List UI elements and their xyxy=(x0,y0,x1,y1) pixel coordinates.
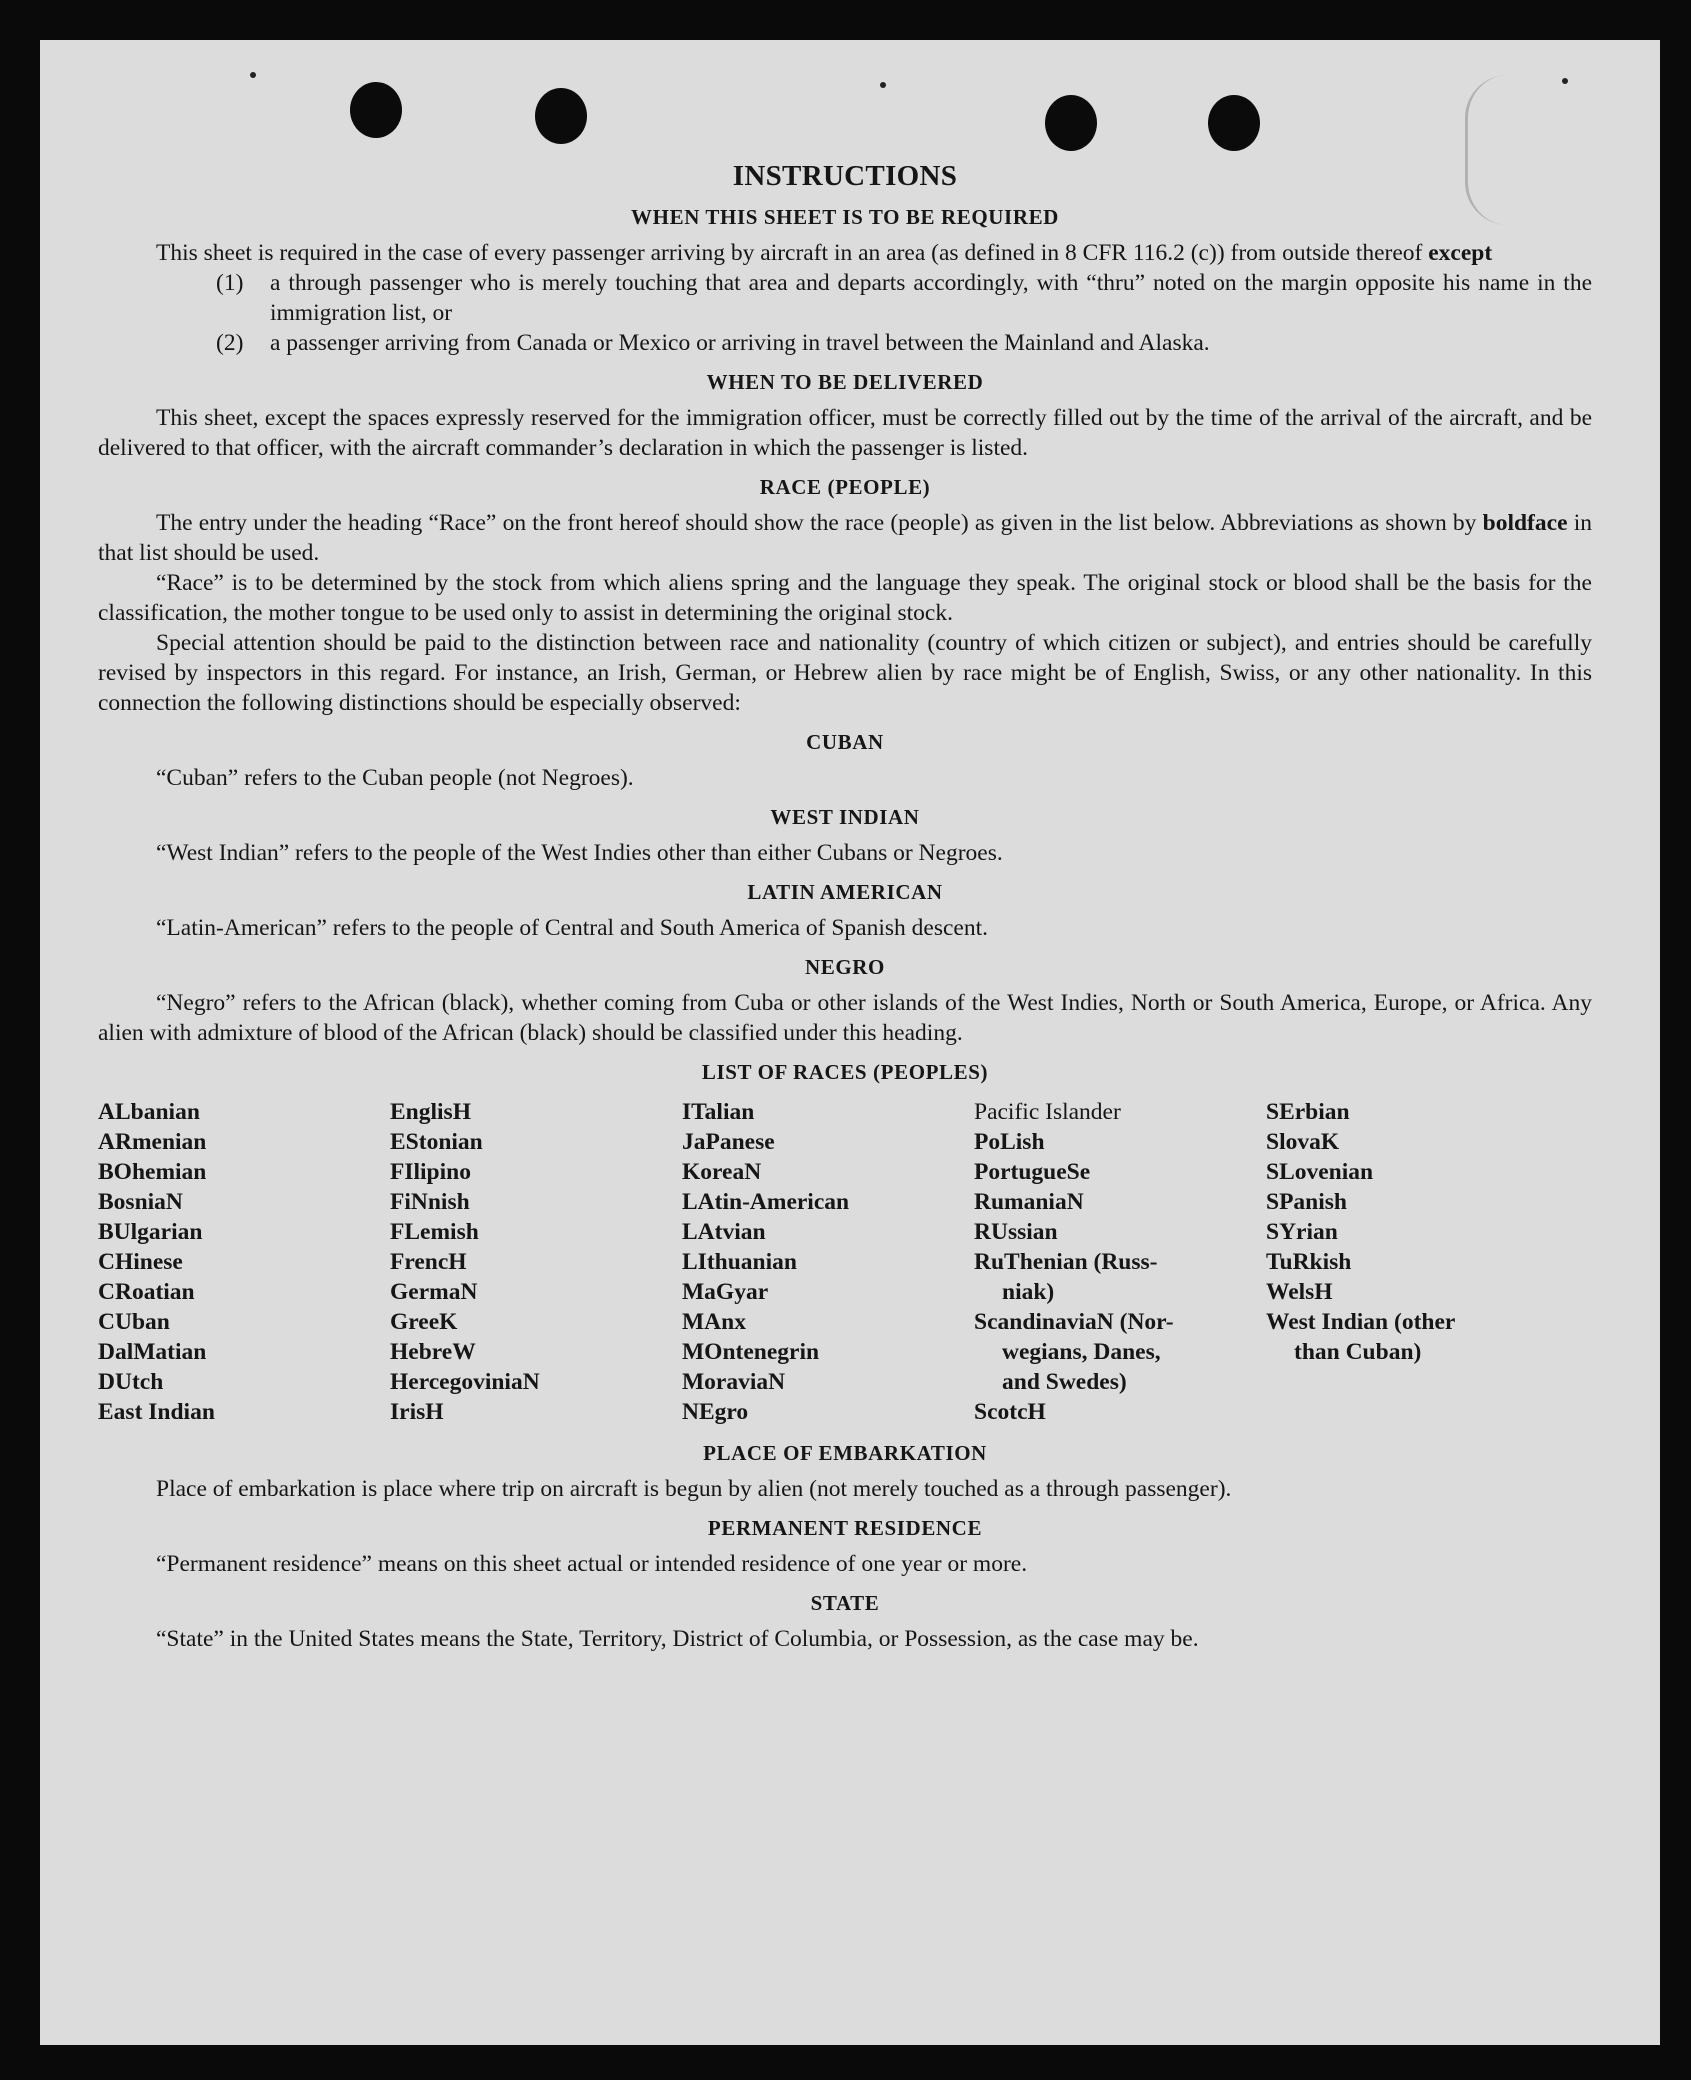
race-entry: GreeK xyxy=(390,1309,458,1335)
race-paragraph-3: Special attention should be paid to the distinction between race and nationality (country of which citizen or subject), and entries should be carefully revised by inspectors in this regard. For instance, an Irish, German, or Hebrew alien by race might be of English, Swiss, or any other nationality. In this connection the following distinctions should be especially observed: xyxy=(98,630,1592,716)
race-entry: PortugueSe xyxy=(974,1159,1091,1185)
race-entry: Pacific Islander xyxy=(974,1099,1121,1125)
residence-text: “Permanent residence” means on this sheet actual or intended residence of one year or more. xyxy=(156,1551,1028,1577)
race-entry: MOntenegrin xyxy=(682,1339,820,1365)
race-entry: ARmenian xyxy=(98,1129,207,1155)
list-item: (1) a through passenger who is merely touching that area and departs accordingly, with “thru” noted on the margin opposite his name in the immigration list, or xyxy=(216,270,1592,326)
race-entry: than Cuban) xyxy=(1294,1339,1422,1365)
delivered-text: This sheet, except the spaces expressly reserved for the immigration officer, must be correctly filled out by the time of the arrival of the aircraft, and be delivered to that officer, with the aircraft commander’s declaration in which the passenger is listed. xyxy=(98,405,1592,461)
heading-negro: NEGRO xyxy=(804,955,885,979)
punch-hole-3 xyxy=(1045,95,1097,151)
race-entry: and Swedes) xyxy=(1002,1369,1127,1395)
race-entry: BOhemian xyxy=(98,1159,207,1185)
margin-pencil-mark xyxy=(1465,75,1508,225)
race-entry: CRoatian xyxy=(98,1279,195,1305)
heading-delivered: WHEN TO BE DELIVERED xyxy=(706,370,984,394)
race-entry: GermaN xyxy=(390,1279,478,1305)
race-entry: PoLish xyxy=(974,1129,1045,1155)
race-entry: MaGyar xyxy=(682,1279,769,1305)
west-indian-text: “West Indian” refers to the people of the West Indies other than either Cubans or Negroes. xyxy=(156,840,1003,866)
race-entry: ALbanian xyxy=(98,1099,200,1125)
negro-text: “Negro” refers to the African (black), whether coming from Cuba or other islands of the West Indies, North or South America, Europe, or Africa. Any alien with admixture of blood of the African (black) should be classified under this heading. xyxy=(98,990,1592,1046)
embarkation-text: Place of embarkation is place where trip on aircraft is begun by alien (not merely touched as a through passenger). xyxy=(156,1476,1232,1502)
races-column-4 xyxy=(974,1097,1266,1427)
race-entry: SLovenian xyxy=(1266,1159,1374,1185)
race-entry: SYrian xyxy=(1266,1219,1338,1245)
cuban-text: “Cuban” refers to the Cuban people (not Negroes). xyxy=(156,765,634,791)
heading-race: RACE (PEOPLE) xyxy=(759,475,931,499)
race-entry: SPanish xyxy=(1266,1189,1347,1215)
race-entry: LAtvian xyxy=(682,1219,766,1245)
races-column-5 xyxy=(1266,1097,1526,1427)
race-entry: CUban xyxy=(98,1309,170,1335)
required-intro: This sheet is required in the case of every passenger arriving by aircraft in an area (as defined in 8 CFR 116.2 (c)) from outside thereof except xyxy=(156,240,1493,266)
heading-cuban: CUBAN xyxy=(806,730,884,754)
punch-hole-1 xyxy=(350,82,402,138)
race-entry: LIthuanian xyxy=(682,1249,797,1275)
race-entry: RUssian xyxy=(974,1219,1058,1245)
race-entry: niak) xyxy=(1002,1279,1055,1305)
heading-list-of-races: LIST OF RACES (PEOPLES) xyxy=(701,1060,989,1084)
race-entry: JaPanese xyxy=(682,1129,775,1155)
punch-hole-4 xyxy=(1208,95,1260,151)
heading-embarkation: PLACE OF EMBARKATION xyxy=(703,1441,987,1465)
race-entry: HercegoviniaN xyxy=(390,1369,540,1395)
races-column-2 xyxy=(390,1097,682,1427)
speck xyxy=(1562,78,1568,84)
speck xyxy=(250,72,256,78)
race-entry: HebreW xyxy=(390,1339,476,1365)
heading-latin-american: LATIN AMERICAN xyxy=(747,880,943,904)
race-entry: MAnx xyxy=(682,1309,746,1335)
race-entry: EStonian xyxy=(390,1129,483,1155)
races-table xyxy=(98,1097,1592,1427)
race-entry: WelsH xyxy=(1266,1279,1333,1305)
race-entry: LAtin-American xyxy=(682,1189,850,1215)
race-paragraph-1: The entry under the heading “Race” on the front hereof should show the race (people) as given in the list below. Abbreviations as shown by boldface in that list should be used. xyxy=(98,510,1592,566)
page-title: INSTRUCTIONS xyxy=(732,160,958,192)
race-entry: FrencH xyxy=(390,1249,467,1275)
latin-american-text: “Latin-American” refers to the people of Central and South America of Spanish descent. xyxy=(156,915,989,941)
race-entry: SErbian xyxy=(1266,1099,1350,1125)
list-item: (2) a passenger arriving from Canada or Mexico or arriving in travel between the Mainland and Alaska. xyxy=(216,330,1210,356)
document-page xyxy=(40,40,1660,2045)
race-entry: ITalian xyxy=(682,1099,755,1125)
races-column-3 xyxy=(682,1097,974,1427)
heading-residence: PERMANENT RESIDENCE xyxy=(707,1516,983,1540)
race-entry: BosniaN xyxy=(98,1189,183,1215)
race-entry: East Indian xyxy=(98,1399,215,1425)
race-entry: RuThenian (Russ- xyxy=(974,1249,1158,1275)
race-entry: KoreaN xyxy=(682,1159,762,1185)
race-paragraph-2: “Race” is to be determined by the stock from which aliens spring and the language they speak. The original stock or blood shall be the basis for the classification, the mother tongue to be used only to assist in determining the original stock. xyxy=(98,570,1592,626)
race-entry: EnglisH xyxy=(390,1099,471,1125)
race-entry: IrisH xyxy=(390,1399,444,1425)
race-entry: ScandinaviaN (Nor- xyxy=(974,1309,1174,1335)
race-entry: West Indian (other xyxy=(1266,1309,1456,1335)
heading-required: WHEN THIS SHEET IS TO BE REQUIRED xyxy=(631,205,1059,229)
punch-hole-2 xyxy=(535,88,587,144)
race-entry: FIlipino xyxy=(390,1159,471,1185)
heading-west-indian: WEST INDIAN xyxy=(770,805,920,829)
race-entry: CHinese xyxy=(98,1249,183,1275)
races-column-1 xyxy=(98,1097,390,1427)
race-entry: SlovaK xyxy=(1266,1129,1340,1155)
heading-state: STATE xyxy=(810,1591,880,1615)
race-entry: MoraviaN xyxy=(682,1369,786,1395)
race-entry: BUlgarian xyxy=(98,1219,203,1245)
race-entry: DUtch xyxy=(98,1369,164,1395)
speck xyxy=(880,82,886,88)
race-entry: FLemish xyxy=(390,1219,479,1245)
state-text: “State” in the United States means the State, Territory, District of Columbia, or Possession, as the case may be. xyxy=(156,1626,1199,1652)
race-entry: FiNnish xyxy=(390,1189,470,1215)
race-entry: RumaniaN xyxy=(974,1189,1084,1215)
race-entry: TuRkish xyxy=(1266,1249,1352,1275)
exception-list xyxy=(216,268,1592,358)
race-entry: DalMatian xyxy=(98,1339,207,1365)
race-entry: NEgro xyxy=(682,1399,749,1425)
race-entry: ScotcH xyxy=(974,1399,1046,1425)
race-entry: wegians, Danes, xyxy=(1002,1339,1161,1365)
